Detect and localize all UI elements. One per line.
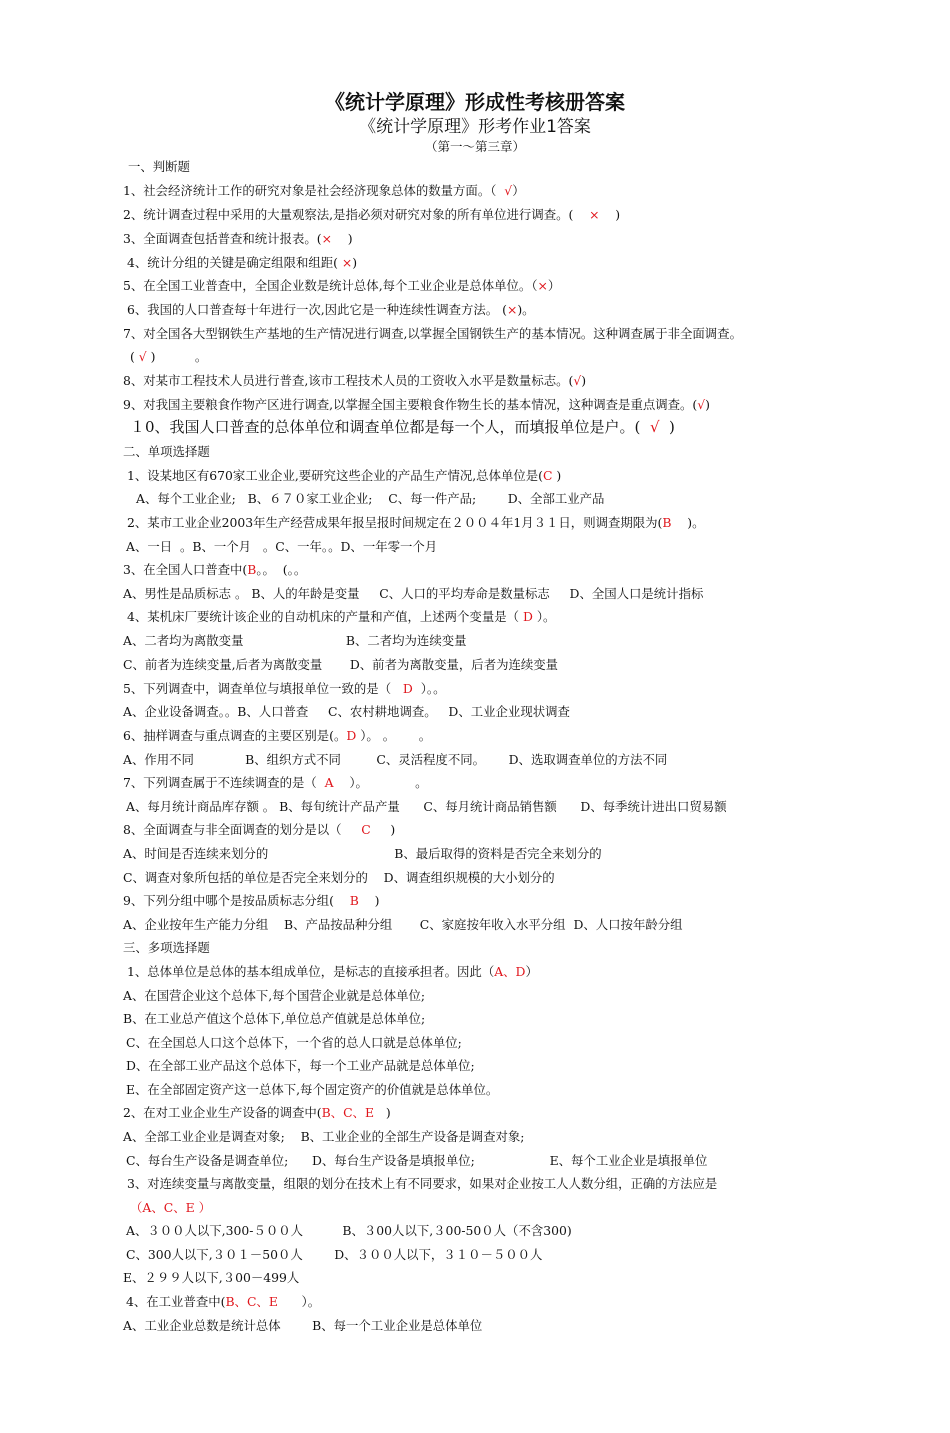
answer-mark: ×	[341, 255, 353, 270]
answer-mark: √	[504, 183, 513, 198]
text-line	[123, 397, 710, 413]
line-text: )。	[671, 515, 705, 530]
line-text: C、每台生产设备是调查单位; D、每台生产设备是填报单位; E、每个工业企业是填报单位	[126, 1153, 708, 1168]
text-line	[123, 988, 425, 1004]
line-text: 6、我国的人口普查每十年进行一次,因此它是一种连续性调查方法。 (	[127, 302, 507, 317]
text-line	[128, 159, 190, 175]
line-text: 4、某机床厂要统计该企业的自动机床的产量和产值，上述两个变量是（	[127, 609, 523, 624]
text-line	[126, 1223, 572, 1239]
text-line	[123, 444, 210, 460]
line-text: ) 。	[146, 349, 208, 364]
line-text: ）	[547, 278, 561, 293]
line-text: A、工业企业总数是统计总体 B、每一个工业企业是总体单位	[123, 1318, 483, 1333]
line-text: 2、某市工业企业2003年生产经营成果年报呈报时间规定在２００４年1月３１日，则调查期限为(	[127, 515, 663, 530]
text-line	[126, 1082, 498, 1098]
line-text: )	[705, 397, 710, 412]
answer-mark: √	[573, 373, 582, 388]
line-text: 9、下列分组中哪个是按品质标志分组(	[123, 893, 350, 908]
line-text: A、全部工业企业是调查对象; B、工业企业的全部生产设备是调查对象;	[123, 1129, 525, 1144]
text-line	[123, 633, 467, 649]
line-text: )	[370, 822, 396, 837]
answer-mark: A、D	[494, 964, 526, 979]
line-text: )	[331, 231, 353, 246]
answer-mark: （A、C、E ）	[130, 1200, 211, 1215]
line-text: ）	[512, 183, 525, 198]
text-line	[123, 231, 353, 247]
text-line	[123, 1129, 525, 1145]
text-line	[123, 893, 379, 909]
text-line	[123, 775, 428, 791]
line-text: 2、在对工业企业生产设备的调查中(	[123, 1105, 322, 1120]
line-text: A、在国营企业这个总体下,每个国营企业就是总体单位;	[123, 988, 426, 1003]
line-text: 一、判断题	[128, 159, 190, 174]
line-text: 6、抽样调查与重点调查的主要区别是(。	[123, 728, 347, 743]
line-text: 8、对某市工程技术人员进行普查,该市工程技术人员的工资收入水平是数量标志。(	[123, 373, 574, 388]
answer-mark: C	[361, 822, 371, 837]
line-text: ）。。	[412, 681, 446, 696]
line-text: )	[599, 207, 621, 222]
answer-mark: √	[649, 418, 660, 436]
text-line	[126, 1294, 320, 1310]
text-line	[123, 728, 431, 744]
line-text: A、企业设备调查。。B、人口普查 C、农村耕地调查。 D、工业企业现状调查	[123, 704, 570, 719]
text-line	[126, 1035, 462, 1051]
line-text: A、一日 。B、一个月 。C、一年。。D、一年零一个月	[126, 539, 438, 554]
line-text: A、每个工业企业; B、６７０家工业企业; C、每一件产品; D、全部工业产品	[136, 491, 605, 506]
line-text: 7、下列调查属于不连续调查的是（	[123, 775, 325, 790]
line-text: )	[552, 468, 562, 483]
line-text: 2、统计调查过程中采用的大量观察法,是指必须对研究对象的所有单位进行调查。(	[123, 207, 590, 222]
answer-mark: D	[346, 728, 357, 743]
line-text: ）	[525, 964, 538, 979]
line-text: )	[581, 373, 587, 388]
chapter-range: （第一～第三章）	[424, 139, 525, 154]
text-line	[123, 940, 210, 956]
answer-mark: ×	[589, 207, 600, 222]
text-line	[126, 1153, 707, 1169]
line-text: ）。	[532, 609, 556, 624]
line-text: ）。	[277, 1294, 321, 1309]
text-line	[136, 491, 604, 507]
text-line	[123, 1011, 425, 1027]
text-line	[123, 562, 306, 578]
text-line	[127, 515, 704, 531]
line-text: ）。 。	[333, 775, 428, 790]
line-text: A、二者均为离散变量 B、二者均为连续变量	[123, 633, 467, 648]
line-text: B、在工业总产值这个总体下,单位总产值就是总体单位;	[123, 1011, 426, 1026]
line-text: 3、在全国人口普查中(	[123, 562, 248, 577]
answer-mark: B	[349, 893, 359, 908]
text-line	[123, 917, 683, 933]
text-line	[127, 964, 538, 980]
line-text: (	[130, 349, 139, 364]
line-text: A、每月统计商品库存额 。 B、每旬统计产品产量 C、每月统计商品销售额 D、每季统计进出口贸易额	[126, 799, 727, 814]
line-text: A、作用不同 B、组织方式不同 C、灵活程度不同。 D、选取调查单位的方法不同	[123, 752, 668, 767]
line-text: A、时间是否连续来划分的 B、最后取得的资料是否完全来划分的	[123, 846, 602, 861]
line-text: 。。 (。。	[256, 562, 307, 577]
text-line	[127, 468, 561, 484]
line-text: 4、统计分组的关键是确定组限和组距(	[127, 255, 342, 270]
answer-mark: B、C、E	[225, 1294, 278, 1309]
text-line	[126, 1058, 475, 1074]
line-text: 三、多项选择题	[123, 940, 210, 955]
answer-mark: B、C、E	[321, 1105, 374, 1120]
line-text: C、前者为连续变量,后者为离散变量 D、前者为离散变量，后者为连续变量	[123, 657, 559, 672]
text-line	[123, 704, 570, 720]
answer-mark: D	[522, 609, 533, 624]
text-line	[123, 207, 620, 223]
line-text: A、企业按年生产能力分组 B、产品按品种分组 C、家庭按年收入水平分组 D、人口按年龄分组	[123, 917, 683, 932]
line-text: 7、对全国各大型钢铁生产基地的生产情况进行调查,以掌握全国钢铁生产的基本情况。这种调查属于非全面调查。	[123, 326, 742, 341]
line-text: )	[659, 418, 675, 436]
text-line	[127, 609, 555, 625]
text-line	[123, 870, 555, 886]
line-text: 1、设某地区有670家工业企业,要研究这些企业的产品生产情况,总体单位是(	[127, 468, 543, 483]
text-line	[123, 1105, 391, 1121]
answer-mark: √	[697, 397, 706, 412]
text-line	[127, 255, 357, 271]
text-line	[123, 752, 667, 768]
line-text: 1、总体单位是总体的基本组成单位，是标志的直接承担者。因此（	[127, 964, 495, 979]
answer-mark: C	[542, 468, 553, 483]
text-line	[130, 419, 675, 435]
answer-mark: B	[247, 562, 257, 577]
line-text: 8、全面调查与非全面调查的划分是以（	[123, 822, 362, 837]
text-line	[130, 349, 207, 365]
line-text: )。	[517, 302, 535, 317]
line-text: )	[352, 255, 358, 270]
line-text: ）。 。 。	[356, 728, 432, 743]
answer-mark: ×	[321, 231, 332, 246]
text-line	[123, 326, 742, 342]
line-text: 1、社会经济统计工作的研究对象是社会经济现象总体的数量方面。（	[123, 183, 505, 198]
line-text: E、在全部固定资产这一总体下,每个固定资产的价值就是总体单位。	[126, 1082, 499, 1097]
line-text: A、男性是品质标志 。 B、人的年龄是变量 C、人口的平均寿命是数量标志 D、全国人口是统计指标	[123, 586, 704, 601]
answer-mark: A	[324, 775, 334, 790]
answer-mark: B	[662, 515, 672, 530]
answer-mark: √	[138, 349, 147, 364]
line-text: C、在全国总人口这个总体下，一个省的总人口就是总体单位;	[126, 1035, 462, 1050]
line-text: 二、单项选择题	[123, 444, 210, 459]
line-text: 5、下列调查中，调查单位与填报单位一致的是（	[123, 681, 403, 696]
line-text: 3、对连续变量与离散变量，组限的划分在技术上有不同要求，如果对企业按工人人数分组，正确的方法应是	[127, 1176, 718, 1191]
text-line	[123, 681, 446, 697]
line-text: E、２９９人以下,３00－499人	[123, 1270, 300, 1285]
text-line	[127, 1176, 717, 1192]
text-line	[127, 302, 535, 318]
text-line	[123, 657, 558, 673]
line-text: )	[358, 893, 380, 908]
text-line	[123, 1270, 299, 1286]
text-line	[126, 539, 437, 555]
text-line	[123, 183, 525, 199]
text-line	[123, 1318, 482, 1334]
text-line	[123, 278, 560, 294]
line-text: D、在全部工业产品这个总体下，每一个工业产品就是总体单位;	[126, 1058, 475, 1073]
text-line	[130, 1200, 211, 1216]
document-title: 《统计学原理》形成性考核册答案	[325, 90, 625, 114]
line-text: )	[374, 1105, 391, 1120]
line-text: 5、在全国工业普查中，全国企业数是统计总体,每个工业企业是总体单位。（	[123, 278, 538, 293]
text-line	[123, 822, 395, 838]
text-line	[126, 799, 727, 815]
line-text: C、调查对象所包括的单位是否完全来划分的 D、调查组织规模的大小划分的	[123, 870, 555, 885]
answer-mark: D	[402, 681, 413, 696]
assignment-subtitle: 《统计学原理》形考作业1答案	[359, 117, 591, 137]
text-line	[123, 586, 703, 602]
answer-mark: ×	[506, 302, 518, 317]
line-text: １0、我国人口普查的总体单位和调查单位都是每一个人，而填报单位是户。(	[130, 418, 650, 436]
text-line	[123, 373, 586, 389]
text-line	[123, 846, 602, 862]
line-text: 3、全面调查包括普查和统计报表。(	[123, 231, 322, 246]
answer-mark: ×	[537, 278, 548, 293]
line-text: 4、在工业普查中(	[126, 1294, 226, 1309]
line-text: C、300人以下,３０１－50０人 D、３００人以下，３１０－５００人	[126, 1247, 543, 1262]
line-text: 9、对我国主要粮食作物产区进行调查,以掌握全国主要粮食作物生长的基本情况，这种调查是重点调查。(	[123, 397, 698, 412]
text-line	[126, 1247, 542, 1263]
line-text: A、３００人以下,300-５００人 B、３00人以下,３00-50０人（不含300)	[126, 1223, 572, 1238]
